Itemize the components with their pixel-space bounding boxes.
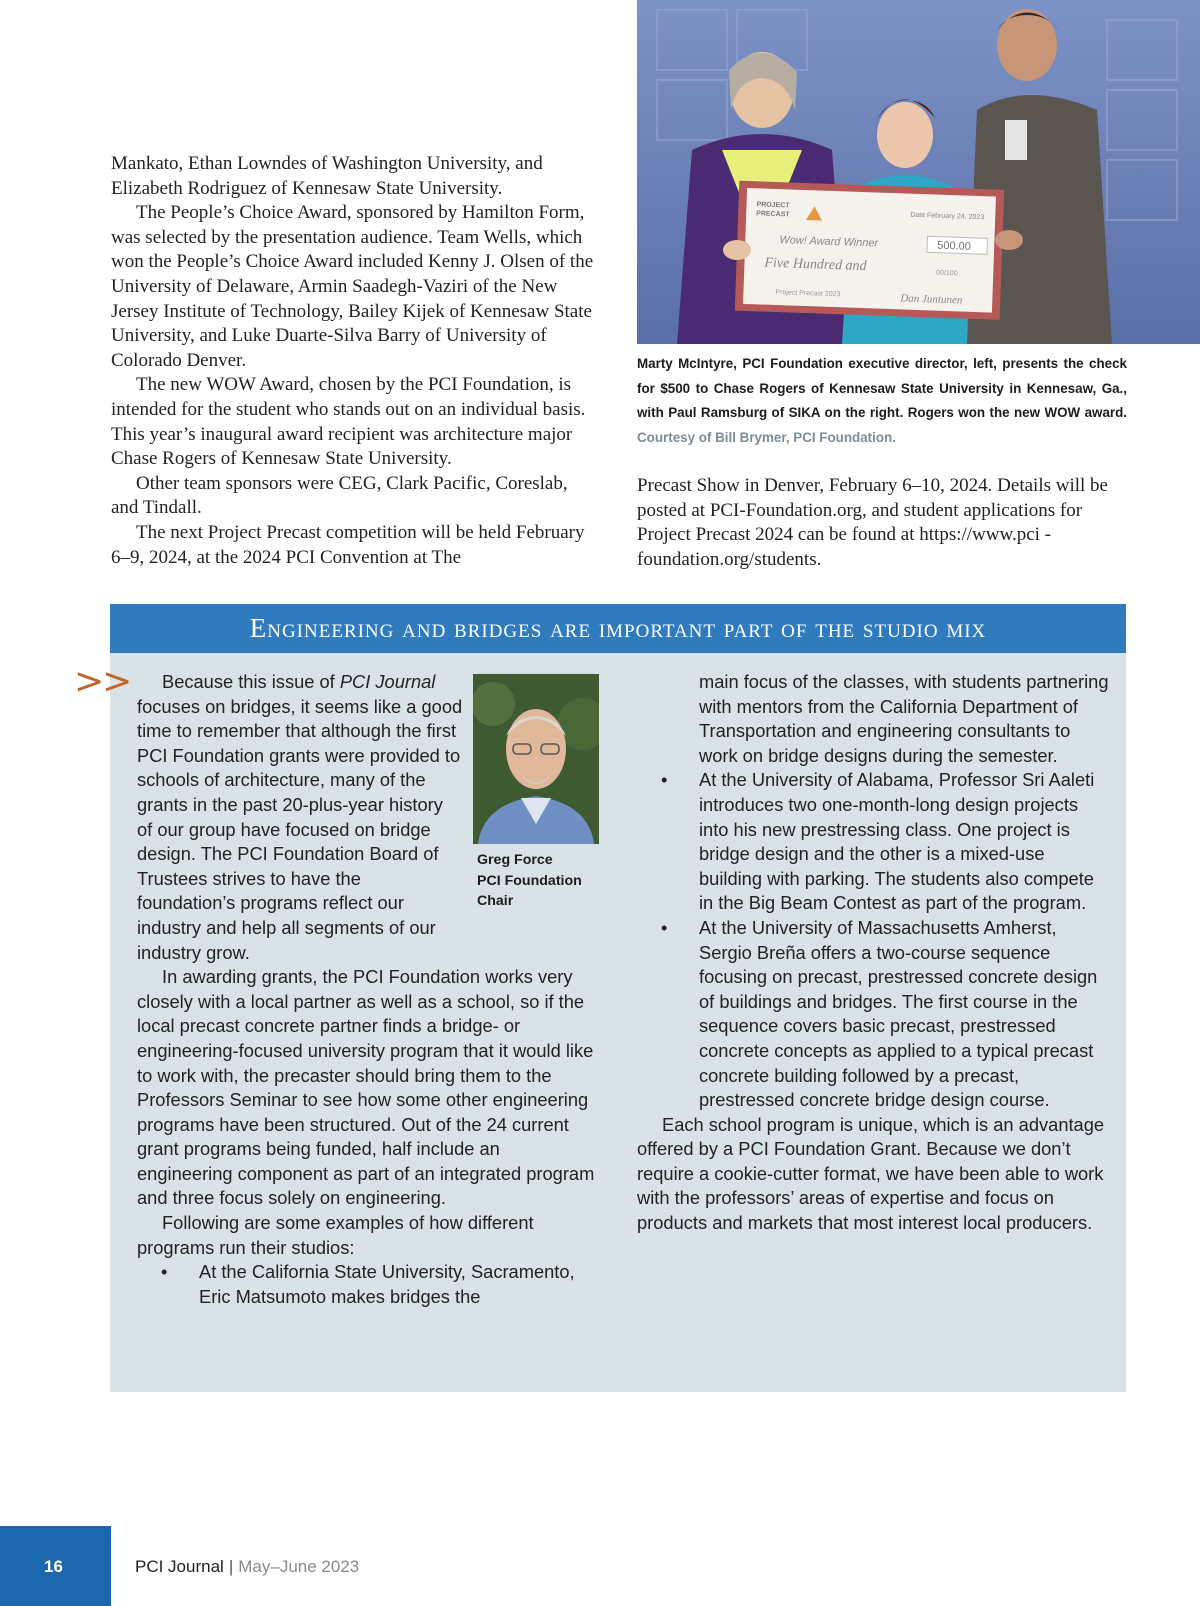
check-amount: 500.00	[936, 239, 972, 253]
headshot-caption	[473, 844, 599, 912]
check-memo: Project Precast 2023	[775, 289, 841, 299]
sidebar-right-column	[637, 670, 1111, 1236]
headshot-figure	[473, 674, 599, 912]
check-amount-words: Five Hundred and	[764, 255, 867, 275]
bullet-icon: •	[161, 1261, 168, 1283]
intro-journal-title: PCI Journal	[339, 671, 436, 692]
photo-caption-text: Marty McIntyre, PCI Foundation executive director, left, presents the check for $500 to Chase Rogers of Kennesaw State University in Kennesaw, Ga., with Paul Ramsburg of SIKA on the right. Rogers won the new WOW award.	[637, 356, 1127, 421]
article-paragraph: Other team sponsors were CEG, Clark Pacific, Coreslab, and Tindall.	[111, 472, 568, 519]
bullet-icon: •	[661, 916, 668, 938]
journal-name: PCI Journal	[135, 1557, 224, 1576]
sidebar-paragraph: Each school program is unique, which is an advantage offered by a PCI Foundation Grant. Because we don’t require a cookie-cutter format, we have been able to work with the professors’ areas of expertise and focus on products and markets that most interest local producers.	[637, 1113, 1105, 1234]
award-photo	[637, 0, 1200, 344]
check-date: Date February 24, 2023	[910, 211, 985, 222]
double-chevron-icon: >>	[74, 661, 131, 702]
check-payee: Wow! Award Winner	[779, 234, 879, 250]
article-left-column	[111, 152, 599, 570]
check-signature: Dan Juntunen	[900, 292, 963, 307]
article-right-column	[637, 474, 1117, 572]
sidebar-paragraph: Following are some examples of how different programs run their studios:	[137, 1212, 534, 1258]
check-cents: 00/100	[936, 269, 958, 278]
bullet-text: main focus of the classes, with students partnering with mentors from the California Department of Transportation and engineering consultants to work on bridge designs during the semester.	[699, 671, 1109, 766]
headshot-photo	[473, 674, 599, 844]
article-paragraph: Precast Show in Denver, February 6–10, 2024. Details will be posted at PCI-Foundation.org, and student applications for Project Precast 2024 can be found at https://www.pci -foundation.org/students.	[637, 475, 1108, 570]
bullet-text: At the University of Alabama, Professor Sri Aaleti introduces two one-month-long design projects into his new prestressing class. One project is bridge design and the other is a mixed-use building with parking. The students also compete in the Big Beam Contest as part of the program.	[699, 769, 1095, 914]
running-footer	[135, 1557, 359, 1577]
headshot-illustration	[473, 674, 599, 844]
sidebar-left-column	[137, 670, 599, 1309]
sidebar-paragraph: In awarding grants, the PCI Foundation works very closely with a local partner as well as a school, so if the local precast concrete partner finds a bridge- or engineering-focused university program that it would like to work with, the precaster should bring them to the Professors Seminar to see how some other engineering programs have been structured. Out of the 24 current grant programs being funded, half include an engineering component as part of an integrated program and three focus solely on engineering.	[137, 966, 595, 1209]
bullet-text: At the University of Massachusetts Amherst, Sergio Breña offers a two-course sequence focusing on precast, prestressed concrete design of buildings and bridges. The first course in the sequence covers basic precast, prestressed concrete concepts as applied to a typical precast concrete building followed by a precast, prestressed concrete bridge design course.	[699, 916, 1098, 1111]
footer-separator: |	[228, 1557, 234, 1576]
article-paragraph: The People’s Choice Award, sponsored by Hamilton Form, was selected by the presentation audience. Team Wells, which won the People’s Choice Award included Kenny J. Olsen of the University of Delaware, Armin Saadegh-Vaziri of the New Jersey Institute of Technology, Bailey Kijek of Kennesaw State University, and Luke Duarte-Silva Barry of University of Colorado Denver.	[111, 202, 594, 371]
check-brand-line1: PROJECT	[756, 201, 790, 210]
headshot-name: Greg Force	[477, 852, 553, 868]
award-photo-illustration	[637, 0, 1200, 344]
sidebar-bullet-continued	[637, 670, 1111, 768]
page-number: 16	[44, 1557, 63, 1576]
article-paragraph: The new WOW Award, chosen by the PCI Foundation, is intended for the student who stands out on an individual basis. This year’s inaugural award recipient was architecture major Chase Rogers of Kennesaw State University.	[111, 374, 586, 470]
check-brand-line2: PRECAST	[756, 210, 790, 219]
sidebar-bullet	[637, 768, 1111, 916]
intro-text: Because this issue of	[162, 671, 340, 692]
bullet-text: At the California State University, Sacramento, Eric Matsumoto makes bridges the	[199, 1261, 575, 1307]
photo-caption	[637, 352, 1127, 450]
sidebar-bullet	[637, 916, 1111, 1113]
headshot-title: PCI Foundation Chair	[477, 872, 582, 909]
sidebar-title: Engineering and bridges are important part of the studio mix	[110, 604, 1126, 653]
intro-text: focuses on bridges, it seems like a good time to remember that although the first PCI Foundation grants were provided to schools of architecture, many of the grants in the past 20-plus-year history of our group have focused on bridge design. The PCI Foundation Board of Trustees strives to have the foundation’s programs reflect our industry and help all segments of our industry grow.	[137, 695, 463, 963]
bullet-icon: •	[661, 769, 668, 791]
article-paragraph: Mankato, Ethan Lowndes of Washington University, and Elizabeth Rodriguez of Kennesaw State University.	[111, 153, 543, 199]
article-paragraph: The next Project Precast competition will be held February 6–9, 2024, at the 2024 PCI Convention at The	[111, 521, 585, 568]
issue-date: May–June 2023	[238, 1557, 360, 1576]
sidebar-bullet	[137, 1260, 599, 1309]
photo-credit: Courtesy of Bill Brymer, PCI Foundation.	[637, 429, 896, 445]
